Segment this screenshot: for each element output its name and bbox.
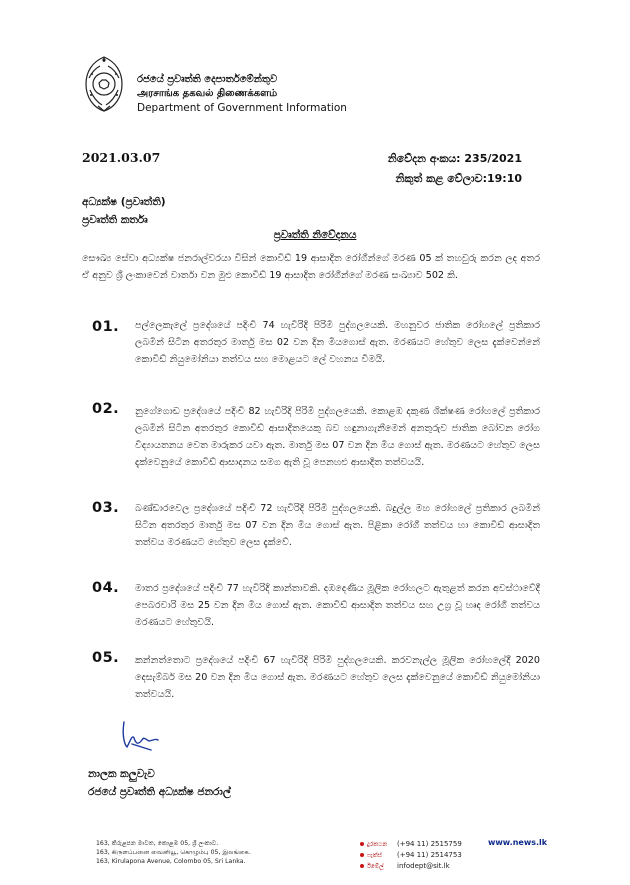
footer-address-sinhala: 163, කිරුළපන මාවත, කොළඹ 05, ශ්‍රී ලංකාව. [96, 840, 219, 847]
department-name-english: Department of Government Information [137, 102, 347, 114]
handwritten-signature [118, 714, 188, 754]
footer-contact [360, 839, 462, 872]
fax-value: (+94 11) 2514753 [397, 851, 462, 859]
item-number: 05. [92, 650, 120, 666]
release-number: නිවේදන අංකය: 235/2021 [387, 152, 522, 165]
item-number: 02. [92, 401, 120, 417]
fax-label: ෆැක්ස් [367, 852, 382, 859]
document-subject [0, 229, 630, 242]
signatory-title: රජයේ ප්‍රවෘත්ති අධ්‍යක්ෂ ජනරාල් [88, 786, 231, 798]
addressee-block [82, 193, 166, 229]
email-label: ඊමේල් [367, 863, 384, 870]
email-value[interactable]: infodept@sit.lk [397, 862, 450, 870]
item-text: පල්ලෙකැලේ ප්‍රදේශයේ පදිංචි 74 හැවිරිදි පිරිමි පුද්ගලයෙකි. මහනුවර ජාතික රෝහලේ ප්‍රතිකාර ලබමින් සිටින අතරතුර මාර්තු මස 02 වන දින මියගොස් ඇත. මරණයට හේතුව ලෙස දැක්වෙන්නේ කොවිඩ් නියුමෝනියා තත්වය සහ මොළයට ලේ වහනය වීමයි. [135, 320, 540, 365]
signatory-block [88, 765, 231, 801]
intro-paragraph: සෞඛ්‍ය සේවා අධ්‍යක්ෂ ජනරාල්වරයා විසින් කොවිඩ් 19 ආසාදිත රෝගීන්ගේ මරණ 05 ක් තහවුරු කරන ලද අතර ඒ අනුව ශ්‍රී ලංකාවෙන් වාර්තා වන මුළු කොවිඩ් 19 ආසාදිත රෝගීන්ගේ මරණ සංඛ්‍යාව 502 කි. [82, 253, 540, 281]
footer-address-english: 163, Kirulapona Avenue, Colombo 05, Sri Lanka. [96, 858, 246, 866]
footer-phone [360, 839, 462, 850]
item-number: 03. [92, 500, 120, 516]
sri-lanka-emblem-logo [80, 54, 128, 114]
subject-text: ප්‍රවෘත්ති නිවේදනය [273, 229, 357, 241]
reference-block [388, 149, 522, 189]
addressee-line-1: අධ්‍යක්ෂ (ප්‍රවෘත්ති) [82, 196, 166, 208]
addressee-line-2: ප්‍රවෘත්ති කර්තෘ [82, 214, 148, 226]
item-text: බණ්ඩාරවෙල ප්‍රදේශයේ පදිංචි 72 හැවිරිදි පිරිමි පුද්ගලයෙකි. බදුල්ල මහ රෝහලේ ප්‍රතිකාර ලබමින් සිටින අතරතුර මාර්තු මස 07 වන දින මිය ගොස් ඇත. පිළිකා රෝගී තත්වය හා කොවිඩ් ආසාදිත තත්වය මරණයට හේතුව ලෙස දැක්වේ. [135, 503, 540, 548]
footer-email [360, 861, 462, 872]
item-text: කන්නත්තොට ප්‍රදේශයේ පදිංචි 67 හැවිරිදි පිරිමි පුද්ගලයෙකි. කරවනැල්ල මූලික රෝහලේදී 2020 දෙසැම්බර් මස 20 වන දින මිය ගොස් ඇත. මරණයට හේතුව ලෙස දැක්වෙනුයේ කොවිඩ් නියුමෝනියා තත්වයයි. [135, 655, 540, 700]
item-number: 04. [92, 580, 120, 596]
fax-icon [360, 853, 364, 857]
department-name-sinhala: රජයේ ප්‍රවෘත්ති දෙපාර්තමේන්තුව [137, 74, 278, 85]
department-name-tamil: அரசாங்க தகவல் திணைக்களம் [137, 88, 278, 99]
phone-icon [360, 842, 364, 846]
item-number: 01. [92, 319, 120, 335]
email-icon [360, 864, 364, 868]
footer-fax [360, 850, 462, 861]
release-time: නිකුත් කළ වේලාව:19:10 [395, 172, 522, 185]
footer-address-tamil: 163, கிருளப்பனை வைனியூ, கொழும்பு 05, இலங்கை. [96, 849, 251, 857]
footer-address [96, 839, 251, 867]
item-text: මාතර ප්‍රදේශයේ පදිංචි 77 හැවිරිදි කාන්තාවකි. දඹදෙණිය මූලික රෝහලට ඇතුළත් කරන අවස්ථාවේදී පෙබරවාරි මස 25 වන දින මිය ගොස් ඇත. කොවිඩ් ආසාදිත තත්වය සහ උග්‍ර වූ හෘද රෝගී තත්වය මරණයට හේතුවයි. [135, 583, 540, 628]
phone-label: දුරකථන [367, 841, 388, 848]
item-text: නුගේගොඩ ප්‍රදේශයේ පදිංචි 82 හැවිරිදි පිරිමි පුද්ගලයෙකි. කොළඹ දකුණ ශික්ෂණ රෝහලේ ප්‍රතිකාර ලබමින් සිටින අතරතුර කොවිඩ් ආසාදිතයෙකු බව හඳුනාගැනීමෙන් අනතුරුව ජාතික බෝවන රෝග විද්‍යායතනය වෙත මාරුකර යවා ඇත. මාර්තු මස 07 වන දින මිය ගොස් ඇත. මරණයට හේතුව ලෙස දැක්වෙනුයේ කොවිඩ් ආසාදනය සමග ඇති වූ පෙනහළු ආසාදිත තත්වයයි. [135, 406, 540, 468]
phone-value: (+94 11) 2515759 [397, 840, 462, 848]
signatory-name: නාලක කලුවැව [88, 768, 155, 780]
release-date: 2021.03.07 [82, 150, 161, 165]
website-link[interactable]: www.news.lk [488, 838, 548, 847]
